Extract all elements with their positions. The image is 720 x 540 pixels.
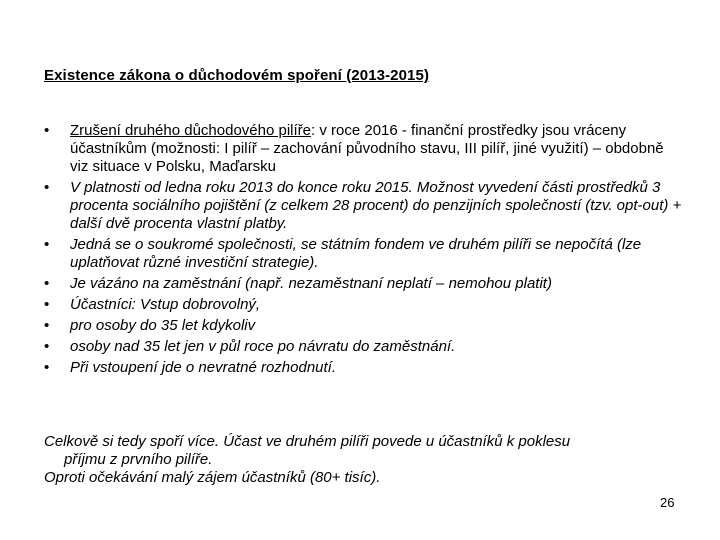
bullet-text: Jedná se o soukromé společnosti, se státním fondem ve druhém pilíři se nepočítá (lze uplatňovat různé investiční strategie). xyxy=(70,236,642,271)
bullet-list xyxy=(44,122,684,380)
bullet-text: Je vázáno na zaměstnání (např. nezaměstnaní neplatí – nemohou platit) xyxy=(70,275,552,292)
summary-line-1-continuation: příjmu z prvního pilíře. xyxy=(64,451,213,468)
bullet-marker: • xyxy=(44,275,50,292)
bullet-marker: • xyxy=(44,338,50,355)
summary-line-1: Celkově si tedy spoří více. Účast ve druhém pilíři povede u účastníků k poklesu xyxy=(44,433,571,450)
bullet-text: : v roce 2016 - finanční prostředky jsou vráceny účastníkům (možnosti: I pilíř – zachování původního stavu, III pilíř, jiné využití) – obdobně viz situace v Polsku, Maďarsku xyxy=(70,122,664,175)
bullet-text: Účastníci: Vstup dobrovolný, xyxy=(70,296,261,313)
list-item xyxy=(44,179,684,233)
list-item xyxy=(44,296,684,314)
slide-title: Existence zákona o důchodovém spoření (2013-2015) xyxy=(44,67,430,84)
list-item xyxy=(44,275,684,293)
list-item xyxy=(44,317,684,335)
bullet-text: Při vstoupení jde o nevratné rozhodnutí. xyxy=(70,359,337,376)
bullet-marker: • xyxy=(44,179,50,196)
bullet-marker: • xyxy=(44,359,50,376)
list-item xyxy=(44,359,684,377)
bullet-marker: • xyxy=(44,236,50,253)
page-number: 26 xyxy=(660,495,675,510)
summary-block xyxy=(44,433,694,487)
list-item xyxy=(44,122,684,176)
bullet-marker: • xyxy=(44,122,50,139)
bullet-text: V platnosti od ledna roku 2013 do konce roku 2015. Možnost vyvedení části prostředků 3 procenta sociálního pojištění (z celkem 28 procent) do penzijních společností (tzv. opt-out) + další dvě procenta vlastní platby. xyxy=(70,179,682,232)
list-item xyxy=(44,236,684,272)
bullet-underlined-lead: Zrušení druhého důchodového pilíře xyxy=(70,122,311,139)
list-item xyxy=(44,338,684,356)
bullet-text: pro osoby do 35 let kdykoliv xyxy=(70,317,256,334)
bullet-marker: • xyxy=(44,317,50,334)
summary-line-2: Oproti očekávání malý zájem účastníků (80+ tisíc). xyxy=(44,469,381,486)
bullet-text: osoby nad 35 let jen v půl roce po návratu do zaměstnání. xyxy=(70,338,456,355)
bullet-marker: • xyxy=(44,296,50,313)
